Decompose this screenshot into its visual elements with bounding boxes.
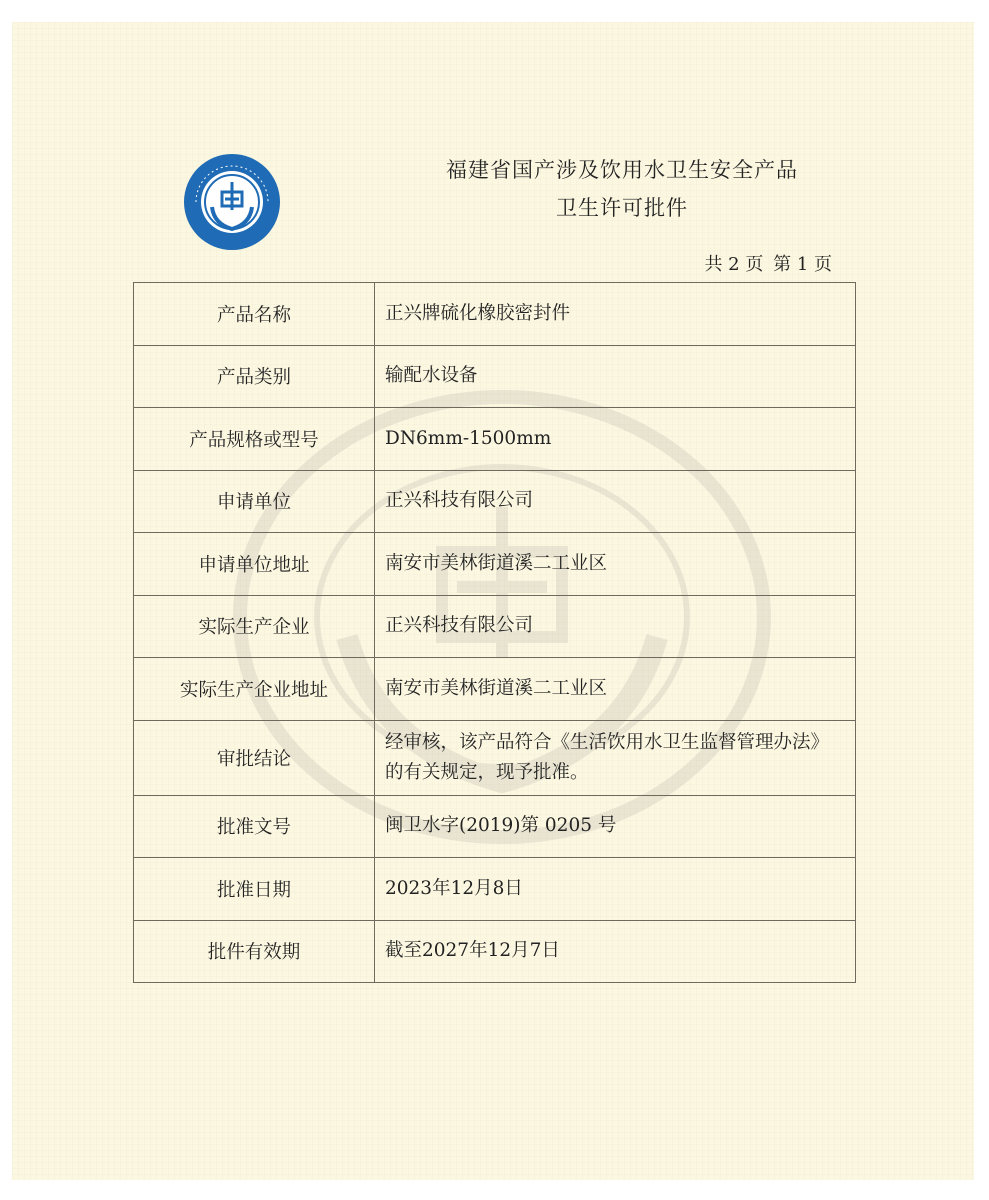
permit-document (12, 22, 974, 1180)
row-label: 产品规格或型号 (134, 408, 375, 471)
pages-total: 共 2 页 (704, 254, 764, 275)
row-label: 实际生产企业 (134, 595, 375, 658)
table-row (134, 858, 856, 921)
row-value: 经审核，该产品符合《生活饮用水卫生监督管理办法》的有关规定，现予批准。 (375, 720, 856, 795)
page-current: 第 1 页 (773, 254, 832, 275)
table-row (134, 595, 856, 658)
row-value: 南安市美林街道溪二工业区 (375, 533, 856, 596)
table-row (134, 345, 856, 408)
table-row (134, 920, 856, 983)
row-value: 正兴科技有限公司 (375, 595, 856, 658)
row-value: DN6mm-1500mm (375, 408, 856, 471)
row-value: 闽卫水字(2019)第 0205 号 (375, 795, 856, 858)
row-label: 批件有效期 (134, 920, 375, 983)
table-row (134, 408, 856, 471)
row-value: 截至2027年12月7日 (375, 920, 856, 983)
row-value: 正兴牌硫化橡胶密封件 (375, 283, 856, 346)
row-label: 批准文号 (134, 795, 375, 858)
permit-table (133, 282, 856, 983)
row-label: 申请单位地址 (134, 533, 375, 596)
row-value: 南安市美林街道溪二工业区 (375, 658, 856, 721)
page-indicator (652, 250, 832, 276)
row-label: 产品名称 (134, 283, 375, 346)
table-row (134, 658, 856, 721)
row-label: 批准日期 (134, 858, 375, 921)
table-row (134, 533, 856, 596)
row-value: 2023年12月8日 (375, 858, 856, 921)
document-title-line1: 福建省国产涉及饮用水卫生安全产品 (446, 158, 798, 182)
row-value: 正兴科技有限公司 (375, 470, 856, 533)
table-row (134, 283, 856, 346)
row-label: 实际生产企业地址 (134, 658, 375, 721)
table-row (134, 795, 856, 858)
row-label: 审批结论 (134, 720, 375, 795)
row-label: 申请单位 (134, 470, 375, 533)
row-label: 产品类别 (134, 345, 375, 408)
row-value: 输配水设备 (375, 345, 856, 408)
document-title-line2: 卫生许可批件 (556, 196, 688, 220)
china-health-inspection-logo-icon (182, 152, 282, 252)
table-row (134, 720, 856, 795)
table-row (134, 470, 856, 533)
